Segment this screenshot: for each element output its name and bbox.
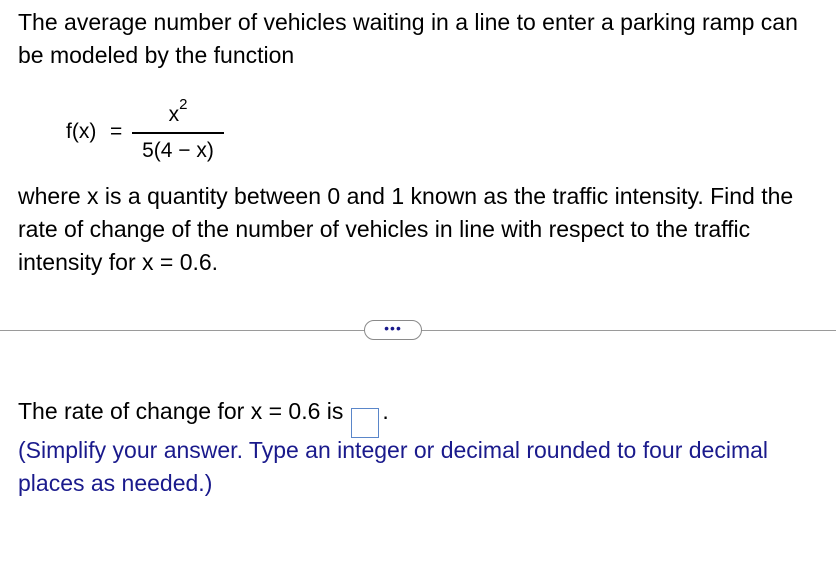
question-text: where x is a quantity between 0 and 1 known as the traffic intensity. Find the rate of change of the number of vehicles in line with respect to the traffic intensity for x = 0.6.: [18, 183, 794, 275]
answer-prefix: The rate of change for x = 0.6 is: [18, 398, 344, 424]
show-more-button[interactable]: •••: [364, 320, 422, 340]
answer-input[interactable]: [351, 408, 379, 438]
formula-equals: =: [110, 120, 123, 143]
numerator-base: x: [168, 103, 180, 126]
formula-denominator: 5(4 − x): [142, 139, 214, 162]
fraction-bar: [132, 132, 224, 134]
answer-suffix: .: [382, 398, 389, 424]
formula-numerator: [132, 96, 224, 127]
answer-line: [18, 395, 828, 438]
question-text-block: [18, 180, 828, 279]
problem-statement: [18, 6, 828, 72]
numerator-exponent: 2: [179, 96, 188, 113]
answer-instructions: (Simplify your answer. Type an integer or decimal rounded to four decimal places as needed.): [18, 437, 769, 496]
problem-intro: The average number of vehicles waiting in a line to enter a parking ramp can be modeled by the function: [18, 9, 798, 68]
formula-lhs: f(x): [66, 120, 97, 143]
